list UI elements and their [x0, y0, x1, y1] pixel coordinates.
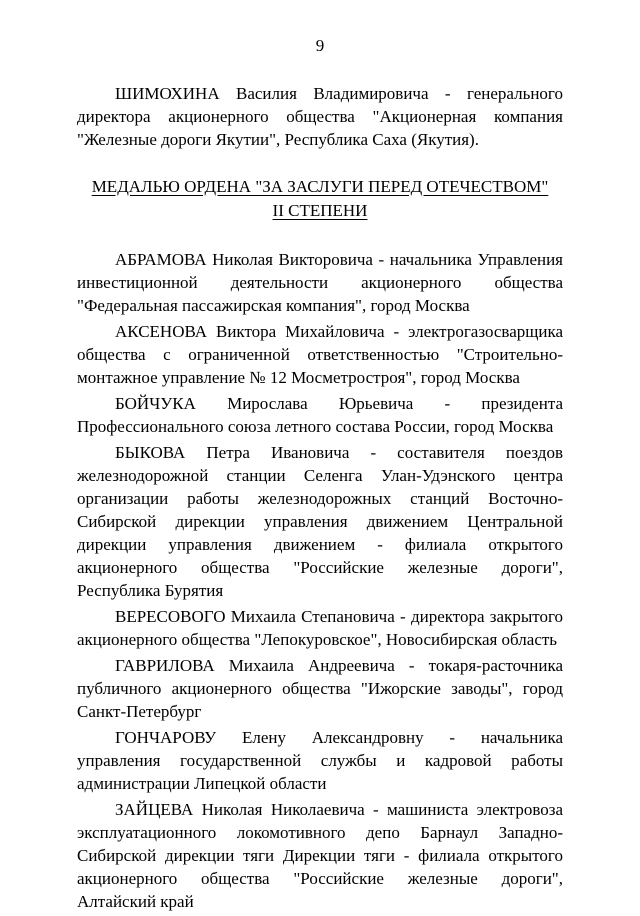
list-item: ВЕРЕСОВОГО Михаила Степановича - директора закрытого акционерного общества "Лепокуровское", Новосибирская область	[77, 607, 563, 649]
award-list	[77, 248, 563, 913]
page-number: 9	[315, 36, 325, 55]
list-item: ЗАЙЦЕВА Николая Николаевича - машиниста электровоза эксплуатационного локомотивного депо Барнаул Западно-Сибирской дирекции тяги Дирекции тяги - филиала открытого акционерного общества "Российские железные дороги", Алтайский край	[77, 800, 563, 911]
list-item: ГАВРИЛОВА Михаила Андреевича - токаря-расточника публичного акционерного общества "Ижорские заводы", город Санкт-Петербург	[77, 656, 563, 721]
intro-entry: ШИМОХИНА Василия Владимировича - генерального директора акционерного общества "Акционерная компания "Железные дороги Якутии", Республика Саха (Якутия).	[77, 84, 563, 149]
list-item: БОЙЧУКА Мирослава Юрьевича - президента Профессионального союза летного состава России, город Москва	[77, 394, 563, 436]
section-heading-line-1: МЕДАЛЬЮ ОРДЕНА "ЗА ЗАСЛУГИ ПЕРЕД ОТЕЧЕСТВОМ"	[91, 177, 549, 196]
list-item: АБРАМОВА Николая Викторовича - начальника Управления инвестиционной деятельности акционерного общества "Федеральная пассажирская компания", город Москва	[77, 250, 563, 315]
list-item: БЫКОВА Петра Ивановича - составителя поездов железнодорожной станции Селенга Улан-Удэнского центра организации работы железнодорожных станций Восточно-Сибирской дирекции управления движением Центральной дирекции управления движением - филиала открытого акционерного общества "Российские железные дороги", Республика Бурятия	[77, 443, 563, 600]
list-item: АКСЕНОВА Виктора Михайловича - электрогазосварщика общества с ограниченной ответственностью "Строительно-монтажное управление № 12 Мосметростроя", город Москва	[77, 322, 563, 387]
document-body	[77, 82, 563, 916]
section-heading-line-2: II СТЕПЕНИ	[272, 201, 368, 220]
list-item: ГОНЧАРОВУ Елену Александровну - начальника управления государственной службы и кадровой работы администрации Липецкой области	[77, 728, 563, 793]
section-heading	[77, 175, 563, 223]
